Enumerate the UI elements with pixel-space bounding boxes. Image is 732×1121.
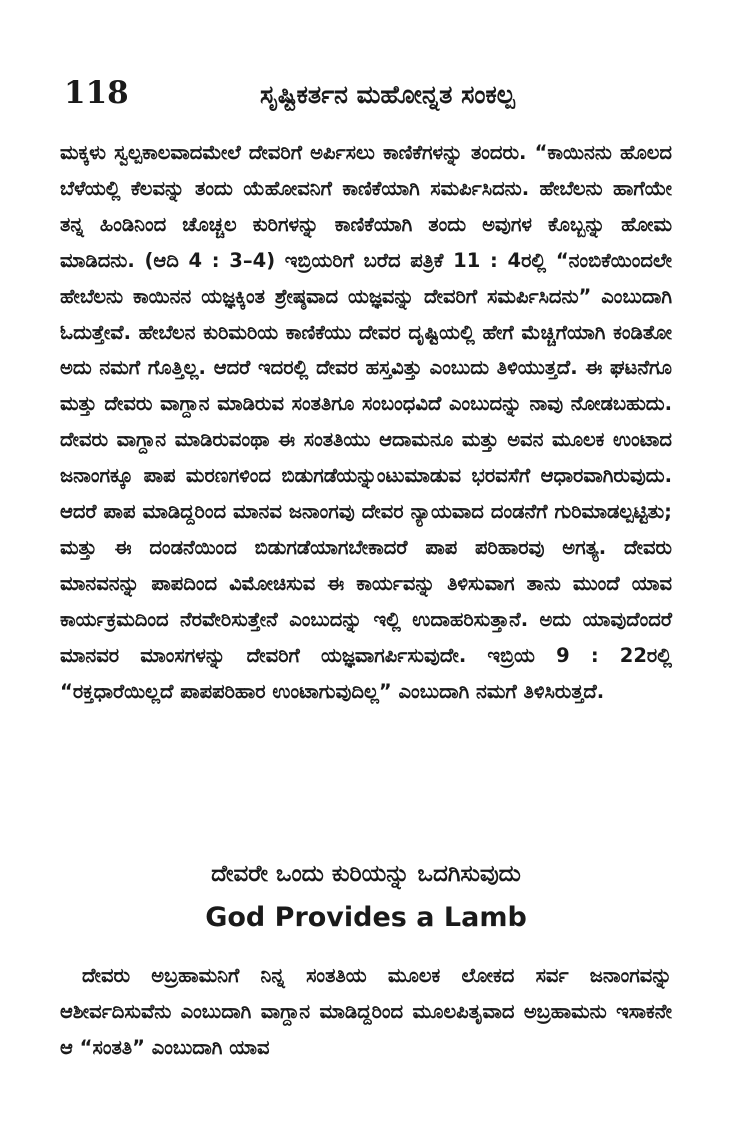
paragraph-1: ಮಕ್ಕಳು ಸ್ವಲ್ಪಕಾಲವಾದಮೇಲೆ ದೇವರಿಗೆ ಅರ್ಪಿಸಲು ಕಾಣಿಕೆಗಳನ್ನು ತಂದರು. “ಕಾಯಿನನು ಹೊಲದ ಬೆಳೆಯಲ್ಲಿ ಕೆಲವನ್ನು ತಂದು ಯೆಹೋವನಿಗೆ ಕಾಣಿಕೆಯಾಗಿ ಸಮರ್ಪಿಸಿದನು. ಹೇಬೆಲನು ಹಾಗೆಯೇ ತನ್ನ ಹಿಂಡಿನಿಂದ ಚೊಚ್ಚಲ ಕುರಿಗಳನ್ನು ಕಾಣಿಕೆಯಾಗಿ ತಂದು ಅವುಗಳ ಕೊಬ್ಬನ್ನು ಹೋಮ ಮಾಡಿದನು. (ಆದಿ 4 : 3–4) ಇಬ್ರಿಯರಿಗೆ ಬರೆದ ಪತ್ರಿಕೆ 11 : 4ರಲ್ಲಿ “ನಂಬಿಕೆಯಿಂದಲೇ ಹೇಬೆಲನು ಕಾಯಿನನ ಯಜ್ಞಕ್ಕಿಂತ ಶ್ರೇಷ್ಠವಾದ ಯಜ್ಞವನ್ನು ದೇವರಿಗೆ ಸಮರ್ಪಿಸಿದನು” ಎಂಬುದಾಗಿ ಓದುತ್ತೇವೆ. ಹೇಬೆಲನ ಕುರಿಮರಿಯ ಕಾಣಿಕೆಯು ದೇವರ ದೃಷ್ಟಿಯಲ್ಲಿ ಹೇಗೆ ಮೆಚ್ಚಿಗೆಯಾಗಿ ಕಂಡಿತೋ ಅದು ನಮಗೆ ಗೊತ್ತಿಲ್ಲ. ಆದರೆ ಇದರಲ್ಲಿ ದೇವರ ಹಸ್ತವಿತ್ತು ಎಂಬುದು ತಿಳಿಯುತ್ತದೆ. ಈ ಘಟನೆಗೂ ಮತ್ತು ದೇವರು ವಾಗ್ದಾನ ಮಾಡಿರುವ ಸಂತತಿಗೂ ಸಂಬಂಧವಿದೆ ಎಂಬುದನ್ನು ನಾವು ನೋಡಬಹುದು. ದೇವರು ವಾಗ್ದಾನ ಮಾಡಿರುವಂಥಾ ಈ ಸಂತತಿಯು ಆದಾಮನೂ ಮತ್ತು ಅವನ ಮೂಲಕ ಉಂಟಾದ ಜನಾಂಗಕ್ಕೂ ಪಾಪ ಮರಣಗಳಿಂದ ಬಿಡುಗಡೆಯನ್ನುಂಟುಮಾಡುವ ಭರವಸೆಗೆ ಆಧಾರವಾಗಿರುವುದು. ಆದರೆ ಪಾಪ ಮಾಡಿದ್ದರಿಂದ ಮಾನವ ಜನಾಂಗವು ದೇವರ ನ್ಯಾಯವಾದ ದಂಡನೆಗೆ ಗುರಿಮಾಡಲ್ಪಟ್ಟಿತು; ಮತ್ತು ಈ ದಂಡನೆಯಿಂದ ಬಿಡುಗಡೆಯಾಗಬೇಕಾದರೆ ಪಾಪ ಪರಿಹಾರವು ಅಗತ್ಯ. ದೇವರು ಮಾನವನನ್ನು ಪಾಪದಿಂದ ವಿಮೋಚಿಸುವ ಈ ಕಾರ್ಯವನ್ನು ತಿಳಿಸುವಾಗ ತಾನು ಮುಂದೆ ಯಾವ ಕಾರ್ಯಕ್ರಮದಿಂದ ನೆರವೇರಿಸುತ್ತೇನೆ ಎಂಬುದನ್ನು ಇಲ್ಲಿ ಉದಾಹರಿಸುತ್ತಾನೆ. ಅದು ಯಾವುದೆಂದರೆ ಮಾನವರ ಮಾಂಸಗಳನ್ನು ದೇವರಿಗೆ ಯಜ್ಞವಾಗರ್ಪಿಸುವುದೇ. ಇಬ್ರಿಯ 9 : 22ರಲ್ಲಿ “ರಕ್ತಧಾರೆಯಿಲ್ಲದೆ ಪಾಪಪರಿಹಾರ ಉಂಟಾಗುವುದಿಲ್ಲ” ಎಂಬುದಾಗಿ ನಮಗೆ ತಿಳಿಸಿರುತ್ತದೆ.: [60, 141, 672, 703]
section-heading-kannada: ದೇವರೇ ಒಂದು ಕುರಿಯನ್ನು ಒದಗಿಸುವುದು: [211, 861, 521, 887]
page-number: 118: [64, 75, 129, 111]
page-header: [60, 74, 670, 114]
running-title: ಸೃಷ್ಟಿಕರ್ತನ ಮಹೋನ್ನತ ಸಂಕಲ್ಪ: [260, 80, 515, 109]
section-heading-english: God Provides a Lamb: [205, 902, 527, 933]
paragraph-2: ದೇವರು ಅಬ್ರಹಾಮನಿಗೆ ನಿನ್ನ ಸಂತತಿಯ ಮೂಲಕ ಲೋಕದ ಸರ್ವ ಜನಾಂಗವನ್ನು ಆಶೀರ್ವದಿಸುವೆನು ಎಂಬುದಾಗಿ ವಾಗ್ದಾನ ಮಾಡಿದ್ದರಿಂದ ಮೂಲಪಿತೃವಾದ ಅಬ್ರಹಾಮನು ಇಸಾಕನೇ ಆ “ಸಂತತಿ” ಎಂಬುದಾಗಿ ಯಾವ: [60, 964, 672, 1059]
